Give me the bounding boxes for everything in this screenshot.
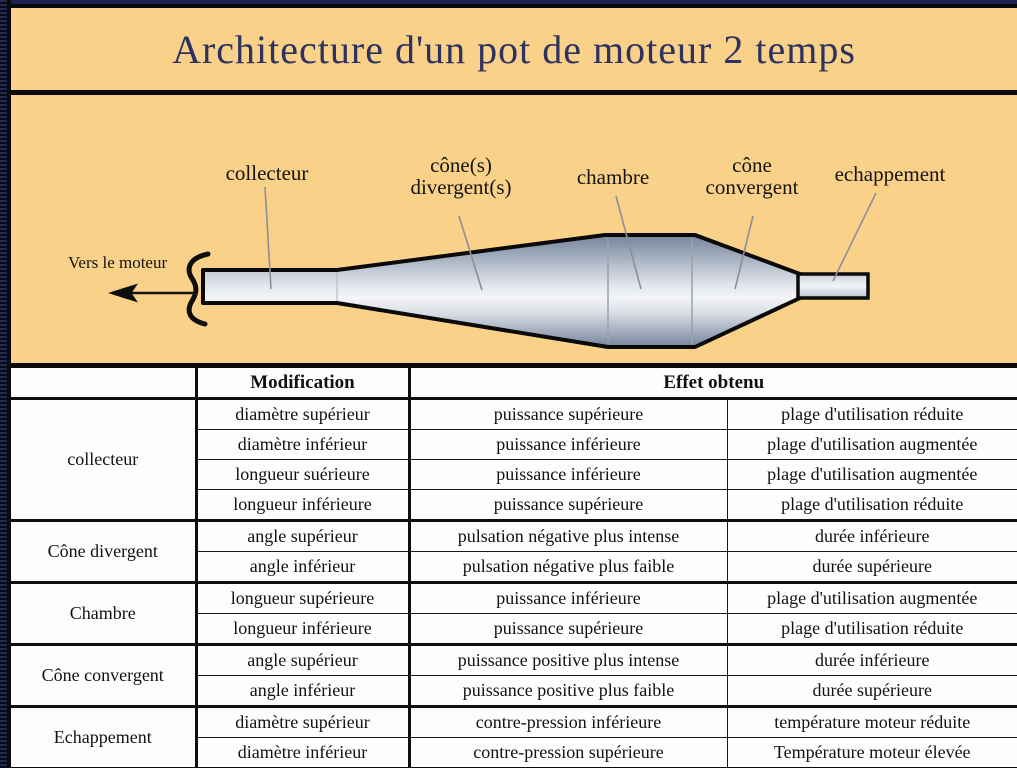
- table-row: [11, 399, 1017, 430]
- table-row: [11, 583, 1017, 614]
- effect-cell: puissance positive plus faible: [409, 676, 727, 707]
- leader-echappement: [833, 193, 876, 281]
- effect2-cell: Température moteur élevée: [727, 738, 1017, 768]
- part-cell: Cône divergent: [11, 521, 196, 583]
- exhaust-pipe-diagram: [11, 95, 1017, 363]
- table-row: [11, 645, 1017, 676]
- label-cone-divergent-line2: divergent(s): [410, 175, 512, 199]
- part-cell: Echappement: [11, 707, 196, 768]
- effect-cell: puissance positive plus intense: [409, 645, 727, 676]
- modification-cell: angle supérieur: [196, 521, 409, 552]
- effect-cell: puissance inférieure: [409, 583, 727, 614]
- modification-cell: longueur inférieure: [196, 614, 409, 645]
- label-vers-le-moteur: Vers le moteur: [68, 253, 168, 272]
- modification-cell: diamètre inférieur: [196, 738, 409, 768]
- part-cell: collecteur: [11, 399, 196, 521]
- diagram-band: [11, 95, 1017, 363]
- table-header-row: [11, 366, 1017, 399]
- label-echappement: echappement: [834, 162, 946, 186]
- effect2-cell: plage d'utilisation augmentée: [727, 460, 1017, 490]
- effect2-cell: plage d'utilisation réduite: [727, 399, 1017, 430]
- pipe-body-shape: [203, 235, 800, 347]
- effect-cell: pulsation négative plus faible: [409, 552, 727, 583]
- effect2-cell: plage d'utilisation augmentée: [727, 430, 1017, 460]
- effect-cell: puissance inférieure: [409, 430, 727, 460]
- effect2-cell: température moteur réduite: [727, 707, 1017, 738]
- modification-cell: longueur inférieure: [196, 490, 409, 521]
- left-black-border: [7, 0, 11, 768]
- header-part: [11, 366, 196, 399]
- modification-cell: diamètre supérieur: [196, 707, 409, 738]
- label-cone-convergent-line2: convergent: [705, 175, 799, 199]
- effects-table: [11, 363, 1017, 768]
- effect2-cell: plage d'utilisation augmentée: [727, 583, 1017, 614]
- label-cone-convergent-line1: cône: [732, 153, 772, 177]
- title-band: [11, 8, 1017, 90]
- label-collecteur: collecteur: [225, 161, 309, 185]
- effect2-cell: durée inférieure: [727, 521, 1017, 552]
- effect2-cell: durée inférieure: [727, 645, 1017, 676]
- label-cone-divergent-line1: cône(s): [430, 153, 492, 177]
- table-row: [11, 521, 1017, 552]
- page-title: Architecture d'un pot de moteur 2 temps: [172, 26, 856, 72]
- header-effet-obtenu: Effet obtenu: [409, 366, 1017, 399]
- modification-cell: longueur supérieure: [196, 583, 409, 614]
- effect-cell: puissance supérieure: [409, 614, 727, 645]
- modification-cell: angle supérieur: [196, 645, 409, 676]
- header-modification: Modification: [196, 366, 409, 399]
- modification-cell: angle inférieur: [196, 676, 409, 707]
- left-stripe-border: [0, 0, 7, 768]
- label-cone-divergent: [410, 154, 511, 198]
- effect-cell: pulsation négative plus intense: [409, 521, 727, 552]
- modification-cell: longueur suérieure: [196, 460, 409, 490]
- effect-cell: contre-pression inférieure: [409, 707, 727, 738]
- table-row: [11, 707, 1017, 738]
- effect-cell: puissance supérieure: [409, 490, 727, 521]
- effect-cell: puissance inférieure: [409, 460, 727, 490]
- part-cell: Cône convergent: [11, 645, 196, 707]
- modification-cell: diamètre supérieur: [196, 399, 409, 430]
- part-cell: Chambre: [11, 583, 196, 645]
- effect-cell: puissance supérieure: [409, 399, 727, 430]
- modification-cell: angle inférieur: [196, 552, 409, 583]
- effect2-cell: durée supérieure: [727, 552, 1017, 583]
- effect2-cell: durée supérieure: [727, 676, 1017, 707]
- effect-cell: contre-pression supérieure: [409, 738, 727, 768]
- effect2-cell: plage d'utilisation réduite: [727, 490, 1017, 521]
- label-chambre: chambre: [576, 165, 650, 189]
- effect2-cell: plage d'utilisation réduite: [727, 614, 1017, 645]
- table-body: [11, 399, 1017, 768]
- outlet-tube-shape: [798, 274, 868, 298]
- modification-cell: diamètre inférieur: [196, 430, 409, 460]
- top-border-band: [0, 0, 1017, 8]
- label-cone-convergent: [706, 154, 799, 198]
